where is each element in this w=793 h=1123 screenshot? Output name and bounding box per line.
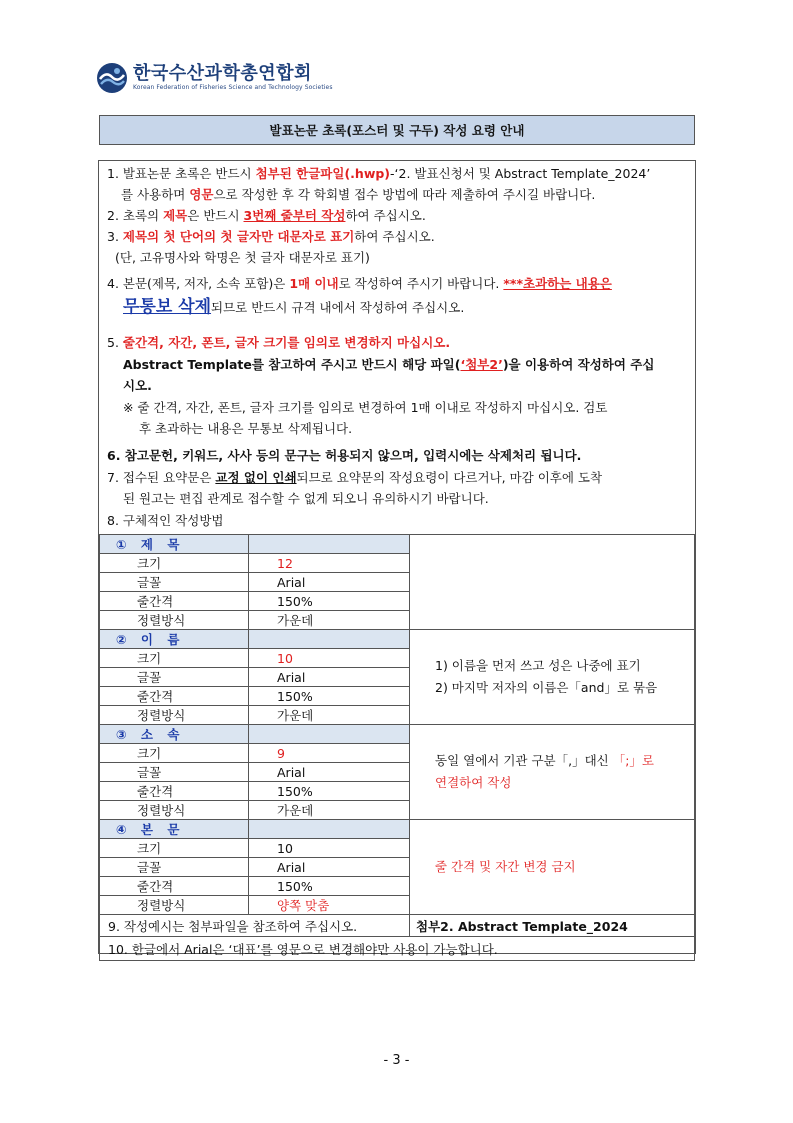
third-line-highlight: 3번째 줄부터 작성 bbox=[243, 208, 346, 223]
item-5-note: ※ 줄 간격, 자간, 폰트, 글자 크기를 임의로 변경하여 1매 이내로 작성하지 마십시오. 검토 bbox=[123, 400, 608, 415]
english-highlight: 영문 bbox=[189, 187, 214, 202]
item-3-note: (단, 고유명사와 학명은 첫 글자 대문자로 표기) bbox=[115, 250, 370, 265]
spec-body-heading: ④ 본 문 bbox=[100, 820, 249, 839]
item-10: 10. 한글에서 Arial은 ‘대표’를 영문으로 변경해야만 사용이 가능합니다. bbox=[100, 937, 695, 961]
spec-body-size: 10 bbox=[249, 839, 410, 858]
item-1-cont: 를 사용하며 영문으로 작성한 후 각 학회별 접수 방법에 따라 제출하여 주시길 바랍니다. bbox=[121, 187, 596, 202]
table-row: 글꼴 Arial bbox=[100, 668, 695, 687]
page-number: - 3 - bbox=[383, 1053, 410, 1068]
item-7: 7. 접수된 요약문은 교정 없이 인쇄되므로 요약문의 작성요령이 다르거나, 마감 이후에 도착 bbox=[107, 470, 603, 485]
org-name-english: Korean Federation of Fisheries Science and Technology Societies bbox=[133, 84, 333, 91]
item-4-cont: 무통보 삭제되므로 반드시 규격 내에서 작성하여 주십시오. bbox=[123, 297, 465, 317]
table-row bbox=[100, 937, 695, 961]
table-row: 정렬방식 양쪽 맞춤 bbox=[100, 896, 695, 915]
item-5-template-cont: 시오. bbox=[123, 378, 152, 393]
org-name: 한국수산과학총연합회 bbox=[133, 63, 312, 84]
item-6: 6. 참고문헌, 키워드, 사사 등의 문구는 허용되지 않으며, 입력시에는 삭제처리 됩니다. bbox=[107, 448, 582, 463]
org-emblem-icon bbox=[96, 62, 128, 94]
no-correction-highlight: 교정 없이 인쇄 bbox=[215, 470, 297, 485]
item-8: 8. 구체적인 작성방법 bbox=[107, 513, 224, 528]
item-5: 5. 줄간격, 자간, 폰트, 글자 크기를 임의로 변경하지 마십시오. bbox=[107, 335, 451, 350]
spec-body-header bbox=[100, 820, 695, 839]
table-row: 크기 10 bbox=[100, 649, 695, 668]
table-row: 크기 10 bbox=[100, 839, 695, 858]
format-spec-table bbox=[99, 534, 695, 961]
item-9-reference: 첨부2. Abstract Template_2024 bbox=[410, 915, 695, 937]
table-row: 정렬방식 가운데 bbox=[100, 611, 695, 630]
spec-title-note bbox=[410, 535, 695, 630]
table-row: 줄간격 150% bbox=[100, 592, 695, 611]
item-9: 9. 작성예시는 첨부파일을 참조하여 주십시오. bbox=[100, 915, 410, 937]
attached-file-highlight: 첨부된 한글파일(.hwp) bbox=[255, 166, 391, 181]
spec-body-note: 줄 간격 및 자간 변경 금지 bbox=[410, 820, 695, 915]
table-row: 글꼴 Arial bbox=[100, 763, 695, 782]
page-title: 발표논문 초록(포스터 및 구두) 작성 요령 안내 bbox=[99, 115, 695, 145]
spec-title-size: 12 bbox=[249, 554, 410, 573]
table-row: 글꼴 Arial bbox=[100, 858, 695, 877]
table-row: 줄간격 150% bbox=[100, 782, 695, 801]
table-row: 크기 9 bbox=[100, 744, 695, 763]
spec-body-align: 양쪽 맞춤 bbox=[249, 896, 410, 915]
table-row: 정렬방식 가운데 bbox=[100, 801, 695, 820]
spec-name-size: 10 bbox=[249, 649, 410, 668]
spec-affil-header bbox=[100, 725, 695, 744]
table-row: 글꼴 Arial bbox=[100, 573, 695, 592]
spec-name-header bbox=[100, 630, 695, 649]
spec-affil-heading: ③ 소 속 bbox=[100, 725, 249, 744]
item-2: 2. 초록의 제목은 반드시 3번째 줄부터 작성하여 주십시오. bbox=[107, 208, 426, 223]
item-7-cont: 된 원고는 편집 관계로 접수할 수 없게 되오니 유의하시기 바랍니다. bbox=[123, 491, 489, 506]
spec-name-note: 1) 이름을 먼저 쓰고 성은 나중에 표기 2) 마지막 저자의 이름은「and」로 묶음 bbox=[410, 630, 695, 725]
table-row: 줄간격 150% bbox=[100, 877, 695, 896]
guideline-box bbox=[98, 160, 696, 957]
item-5-template: Abstract Template를 참고하여 주시고 반드시 해당 파일(‘첨부2’)을 이용하여 작성하여 주십 bbox=[123, 357, 655, 372]
spec-title-heading: ① 제 목 bbox=[100, 535, 249, 554]
delete-warning: 무통보 삭제 bbox=[123, 297, 212, 317]
org-logo bbox=[96, 58, 333, 98]
item-1: 1. 발표논문 초록은 반드시 첨부된 한글파일(.hwp)-‘2. 발표신청서 및 Abstract Template_2024’ bbox=[107, 166, 651, 181]
spec-name-heading: ② 이 름 bbox=[100, 630, 249, 649]
table-row: 크기 12 bbox=[100, 554, 695, 573]
spec-affil-size: 9 bbox=[249, 744, 410, 763]
table-row: 정렬방식 가운데 bbox=[100, 706, 695, 725]
item-5-note-cont: 후 초과하는 내용은 무통보 삭제됩니다. bbox=[139, 421, 353, 436]
table-row bbox=[100, 915, 695, 937]
spec-affil-note: 동일 열에서 기관 구분「,」대신 「;」로 연결하여 작성 bbox=[410, 725, 695, 820]
item-4: 4. 본문(제목, 저자, 소속 포함)은 1매 이내로 작성하여 주시기 바랍니다. ***초과하는 내용은 bbox=[107, 276, 612, 291]
spec-title-header bbox=[100, 535, 695, 554]
table-row: 줄간격 150% bbox=[100, 687, 695, 706]
item-3: 3. 제목의 첫 단어의 첫 글자만 대문자로 표기하여 주십시오. bbox=[107, 229, 435, 244]
